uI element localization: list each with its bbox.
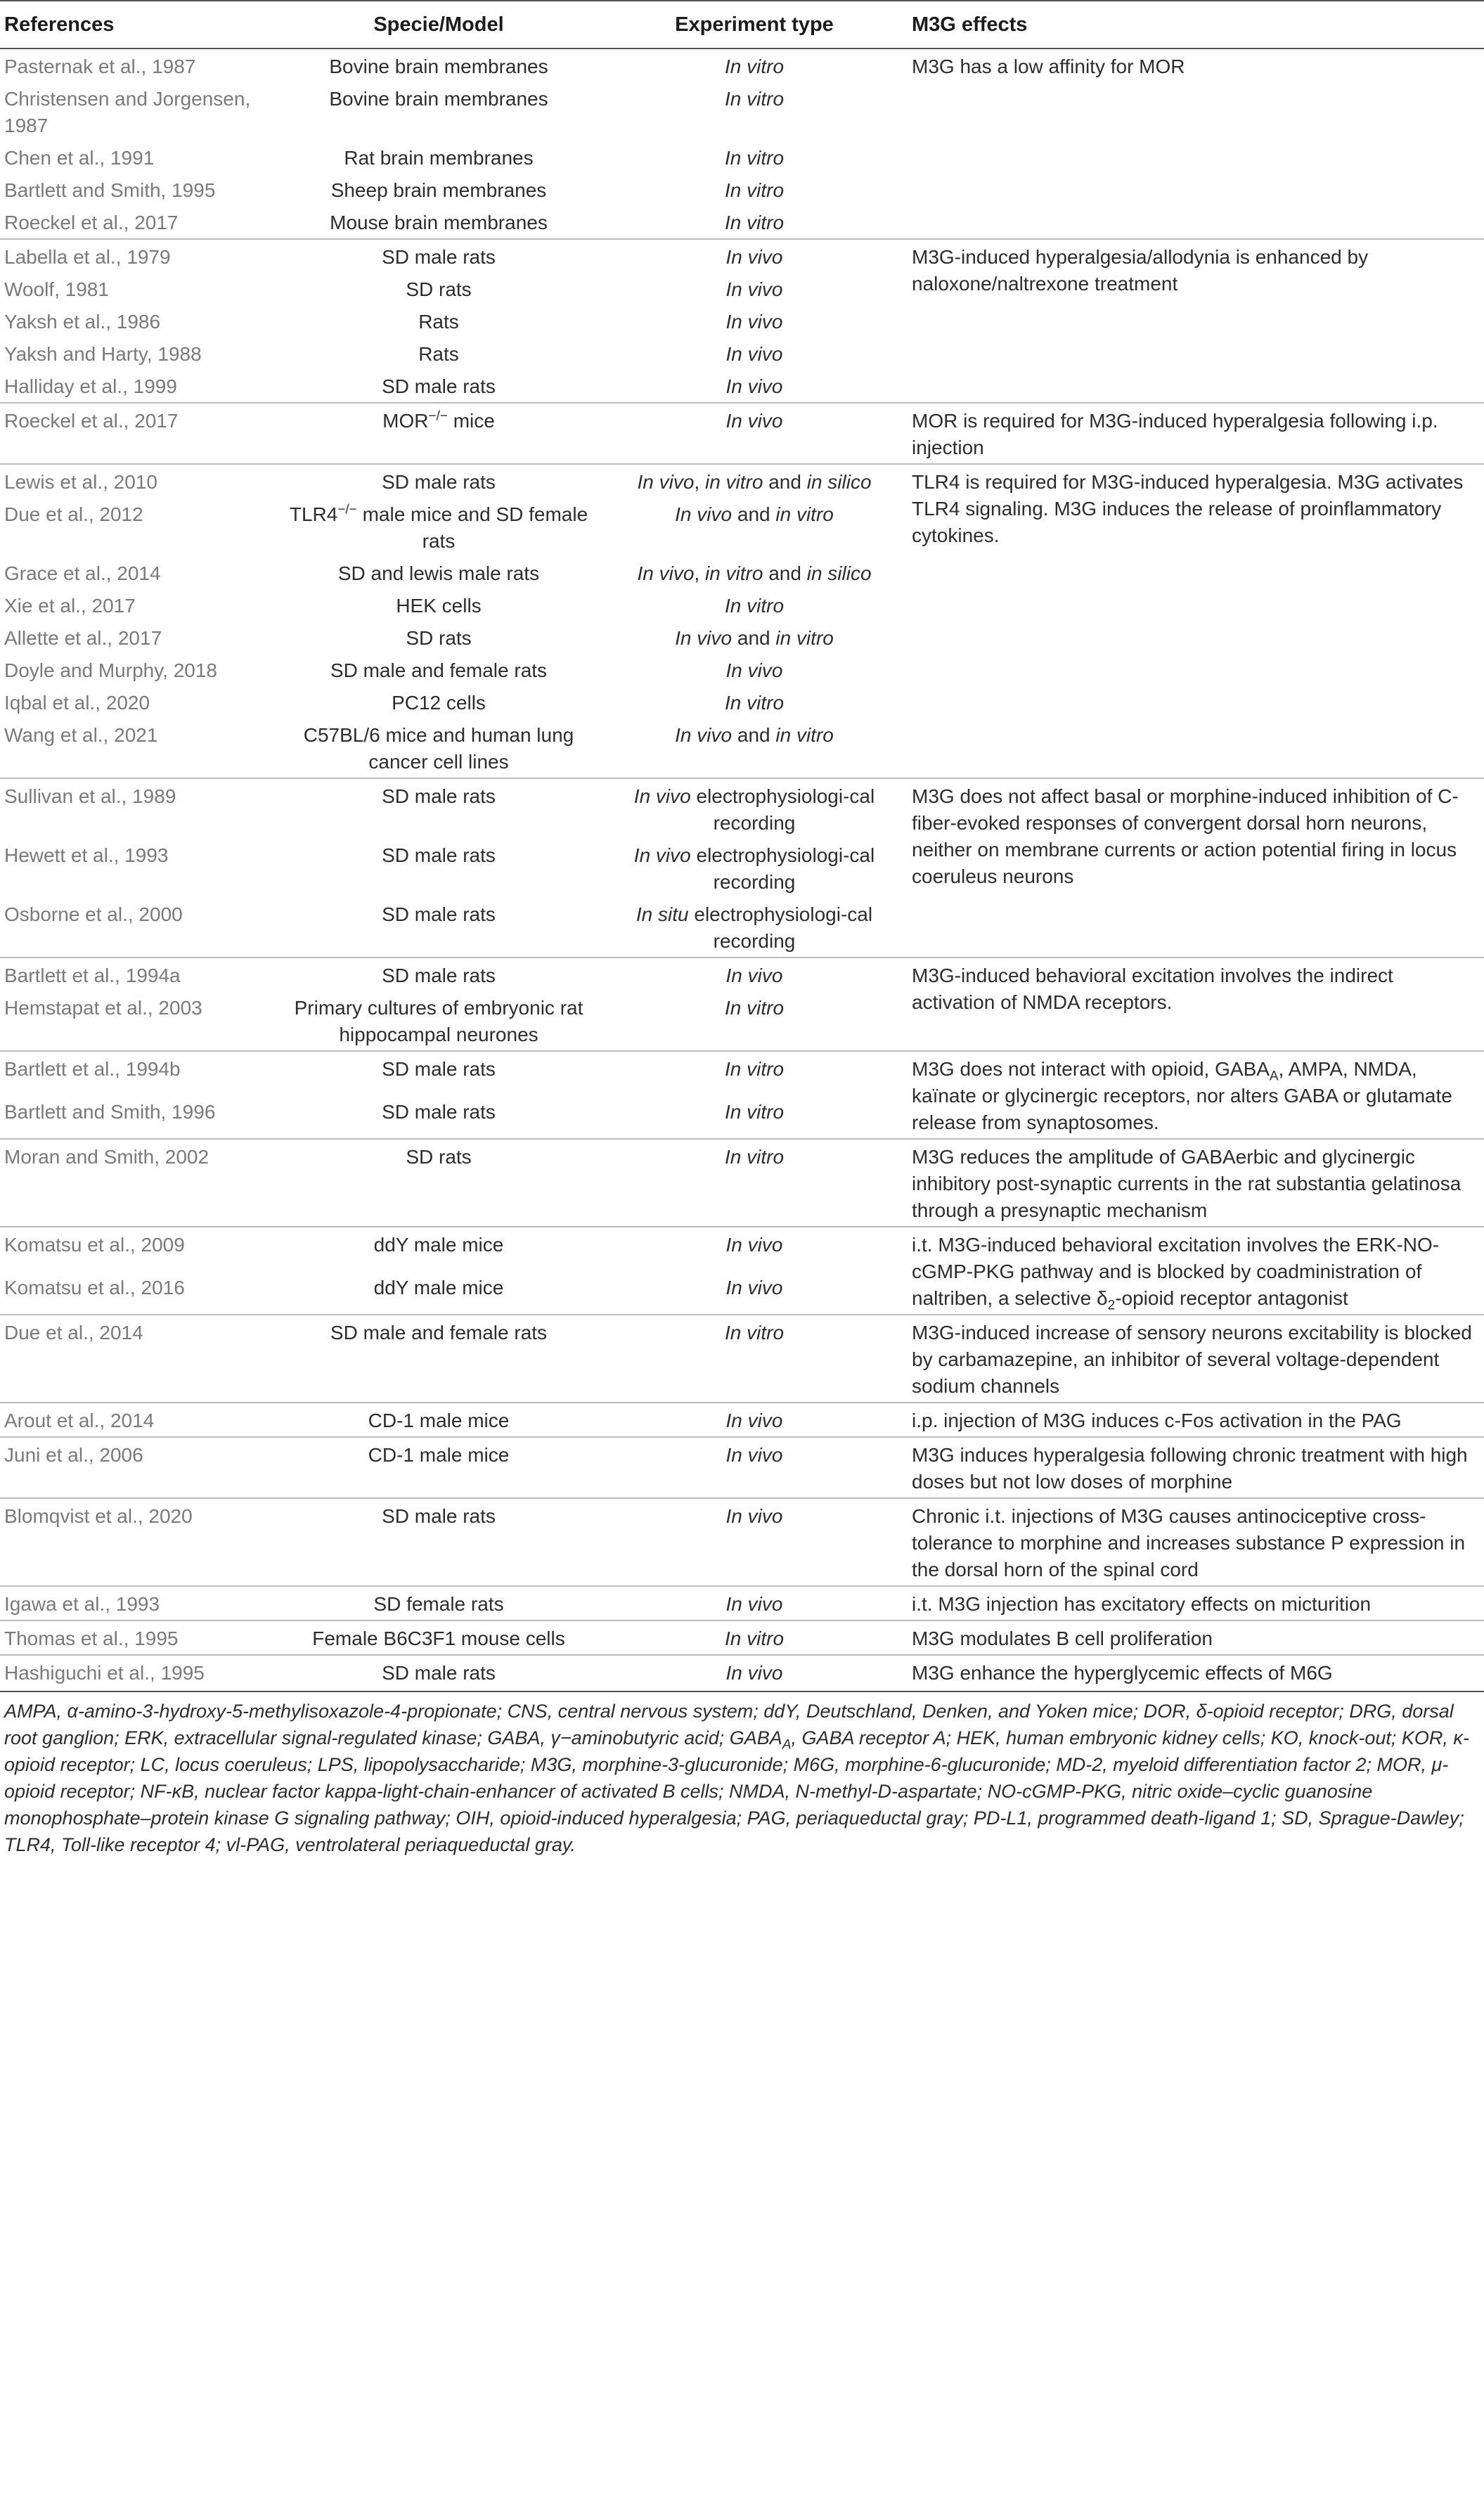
- species-model-cell: Rats: [418, 343, 459, 365]
- header-references: References: [0, 1, 276, 49]
- species-model-cell: SD male rats: [276, 239, 601, 273]
- experiment-type-cell: In vivo electrophysiologi-cal recording: [633, 844, 875, 893]
- table-row: [0, 1227, 1484, 1271]
- table-row: [0, 1315, 1484, 1403]
- reference-cell: Due et al., 2012: [4, 503, 143, 525]
- reference-cell: Lewis et al., 2010: [0, 464, 276, 498]
- m3g-effect-cell: i.t. M3G-induced behavioral excitation involves the ERK-NO-cGMP-PKG pathway and is blocked by coadministration of naltriben, a selective $\delta_2$-opioid receptor antagonist: [908, 1227, 1484, 1315]
- table-row: [0, 1655, 1484, 1691]
- species-model-cell: Bovine brain membranes: [329, 88, 548, 110]
- reference-cell: Bartlett and Smith, 1995: [4, 179, 216, 201]
- m3g-effect-cell: M3G modulates B cell proliferation: [908, 1620, 1484, 1655]
- reference-cell: Halliday et al., 1999: [4, 375, 177, 397]
- experiment-type-cell: In vivo: [725, 311, 783, 333]
- species-model-cell: Rats: [418, 311, 459, 333]
- species-model-cell: HEK cells: [396, 595, 482, 617]
- species-model-cell: Sheep brain membranes: [330, 179, 547, 201]
- reference-cell: Blomqvist et al., 2020: [0, 1498, 276, 1586]
- species-model-cell: SD male rats: [276, 464, 601, 498]
- species-model-cell: Rat brain membranes: [344, 147, 534, 169]
- reference-cell: Roeckel et al., 2017: [0, 403, 276, 464]
- table-row: [0, 1586, 1484, 1620]
- experiment-type-cell: In vivo: [601, 1227, 908, 1271]
- species-model-cell: SD male rats: [382, 844, 496, 866]
- species-model-cell: SD male rats: [276, 778, 601, 839]
- species-model-cell: CD-1 male mice: [276, 1403, 601, 1437]
- experiment-type-cell: In vivo: [601, 1403, 908, 1437]
- experiment-type-cell: In vivo: [601, 1655, 908, 1691]
- species-model-cell: SD male rats: [382, 903, 496, 925]
- reference-cell: Doyle and Murphy, 2018: [4, 659, 217, 681]
- m3g-effect-cell: Chronic i.t. injections of M3G causes antinociceptive cross-tolerance to morphine and increases substance P expression in the dorsal horn of the spinal cord: [908, 1498, 1484, 1586]
- m3g-effect-cell: M3G has a low affinity for MOR: [912, 56, 1185, 77]
- species-model-cell: SD rats: [276, 1139, 601, 1227]
- m3g-effect-cell: M3G does not interact with opioid, $GABA_A$, AMPA, NMDA, kaïnate or glycinergic receptors, nor alters GABA or glutamate release from synaptosomes.: [908, 1051, 1484, 1139]
- experiment-type-cell: In vitro: [724, 179, 785, 201]
- table-row: [0, 49, 1484, 82]
- reference-cell: Roeckel et al., 2017: [4, 212, 179, 233]
- experiment-type-cell: In vitro: [724, 56, 785, 77]
- reference-cell: Arout et al., 2014: [0, 1403, 276, 1437]
- experiment-type-cell: In vitro: [724, 147, 785, 169]
- reference-cell: Igawa et al., 1993: [0, 1586, 276, 1620]
- reference-cell: Christensen and Jorgensen, 1987: [4, 88, 251, 136]
- species-model-cell: CD-1 male mice: [276, 1437, 601, 1498]
- species-model-cell: SD male rats: [276, 1655, 601, 1691]
- table-row: [0, 778, 1484, 839]
- reference-cell: Yaksh and Harty, 1988: [4, 343, 202, 365]
- species-model-cell: SD male rats: [276, 958, 601, 991]
- experiment-type-cell: In vivo: [725, 343, 783, 365]
- species-model-cell: ddY male mice: [276, 1227, 601, 1271]
- species-model-cell: SD male rats: [382, 375, 496, 397]
- species-model-cell: TLR4−/− male mice and SD female rats: [289, 502, 588, 552]
- species-model-cell: SD rats: [406, 278, 472, 300]
- reference-cell: Moran and Smith, 2002: [0, 1139, 276, 1227]
- experiment-type-cell: In vitro: [724, 692, 785, 714]
- experiment-type-cell: In vivo: [725, 659, 783, 681]
- reference-cell: Iqbal et al., 2020: [4, 692, 150, 714]
- m3g-effect-cell: TLR4 is required for M3G-induced hyperalgesia. M3G activates TLR4 signaling. M3G induces the release of proinflammatory cytokines.: [908, 464, 1484, 778]
- experiment-type-cell: In vivo: [725, 1277, 783, 1299]
- experiment-type-cell: In vivo and in vitro: [675, 627, 834, 649]
- header-experiment-type: Experiment type: [601, 1, 908, 49]
- species-model-cell: ddY male mice: [373, 1277, 504, 1299]
- m3g-effect-cell: i.t. M3G injection has excitatory effects on micturition: [908, 1586, 1484, 1620]
- species-model-cell: SD female rats: [276, 1586, 601, 1620]
- experiment-type-cell: In vivo and in vitro: [675, 724, 834, 746]
- table-row: [0, 1498, 1484, 1586]
- table-row: [0, 1403, 1484, 1437]
- table-row: [0, 464, 1484, 498]
- reference-cell: Komatsu et al., 2009: [0, 1227, 276, 1271]
- reference-cell: Wang et al., 2021: [4, 724, 158, 746]
- experiment-type-cell: In vivo, in vitro and in silico: [601, 464, 908, 498]
- table-row: [0, 239, 1484, 273]
- m3g-effect-cell: M3G-induced behavioral excitation involves the indirect activation of NMDA receptors.: [908, 958, 1484, 1051]
- experiment-type-cell: In vitro: [724, 997, 785, 1019]
- experiment-type-cell: In vivo: [601, 1498, 908, 1586]
- reference-cell: Chen et al., 1991: [4, 147, 155, 169]
- header-species-model: Specie/Model: [276, 1, 601, 49]
- m3g-effect-cell: M3G induces hyperalgesia following chronic treatment with high doses but not low doses of morphine: [908, 1437, 1484, 1498]
- species-model-cell: Female B6C3F1 mouse cells: [276, 1620, 601, 1655]
- table-body: [0, 49, 1484, 1691]
- m3g-effect-cell: M3G reduces the amplitude of GABAerbic and glycinergic inhibitory post-synaptic currents in the rat substantia gelatinosa through a presynaptic mechanism: [908, 1139, 1484, 1227]
- species-model-cell: SD rats: [406, 627, 472, 649]
- table-row: [0, 1139, 1484, 1227]
- m3g-effect-cell: M3G enhance the hyperglycemic effects of M6G: [908, 1655, 1484, 1691]
- table-row: [0, 1437, 1484, 1498]
- experiment-type-cell: In vivo and in vitro: [675, 503, 834, 525]
- reference-cell: Bartlett et al., 1994a: [0, 958, 276, 991]
- table-header: [0, 1, 1484, 49]
- table-row: [0, 1620, 1484, 1655]
- species-model-cell: SD male rats: [276, 1051, 601, 1095]
- species-model-cell: MOR−/− mice: [276, 403, 601, 464]
- species-model-cell: C57BL/6 mice and human lung cancer cell lines: [303, 724, 574, 773]
- species-model-cell: SD male rats: [382, 1101, 496, 1123]
- reference-cell: Hemstapat et al., 2003: [4, 997, 202, 1019]
- header-row: [0, 1, 1484, 49]
- experiment-type-cell: In vivo: [601, 1586, 908, 1620]
- experiment-type-cell: In vitro: [724, 595, 785, 617]
- reference-cell: Pasternak et al., 1987: [4, 56, 196, 77]
- reference-cell: Thomas et al., 1995: [0, 1620, 276, 1655]
- species-model-cell: SD male and female rats: [330, 659, 548, 681]
- reference-cell: Due et al., 2014: [0, 1315, 276, 1403]
- experiment-type-cell: In vitro: [601, 1620, 908, 1655]
- species-model-cell: SD male and female rats: [276, 1315, 601, 1403]
- header-m3g-effects: M3G effects: [908, 1, 1484, 49]
- reference-cell: Bartlett and Smith, 1996: [4, 1101, 216, 1123]
- abbreviations-footnote: AMPA, α-amino-3-hydroxy-5-methylisoxazole-4-propionate; CNS, central nervous system; ddY, Deutschland, Denken, and Yoken mice; DOR, δ-opioid receptor; DRG, dorsal root ganglion; ERK, extracellular signal-regulated kinase; GABA, γ−aminobutyric acid; $GABA_A$, GABA receptor A; HEK, human embryonic kidney cells; KO, knock-out; KOR, κ-opioid receptor; LC, locus coeruleus; LPS, lipopolysaccharide; M3G, morphine-3-glucuronide; M6G, morphine-6-glucuronide; MD-2, myeloid differentiation factor 2; MOR, μ-opioid receptor; NF-κB, nuclear factor kappa-light-chain-enhancer of activated B cells; NMDA, N-methyl-D-aspartate; NO-cGMP-PKG, nitric oxide–cyclic guanosine monophosphate–protein kinase G signaling pathway; OIH, opioid-induced hyperalgesia; PAG, periaqueductal gray; PD-L1, programmed death-ligand 1; SD, Sprague-Dawley; TLR4, Toll-like receptor 4; vl-PAG, ventrolateral periaqueductal gray.: [4, 1701, 1469, 1855]
- experiment-type-cell: In vitro: [724, 1101, 785, 1123]
- species-model-cell: SD male rats: [276, 1498, 601, 1586]
- species-model-cell: Mouse brain membranes: [330, 212, 548, 233]
- table-row: [0, 1051, 1484, 1095]
- m3g-effect-cell: i.p. injection of M3G induces c-Fos activation in the PAG: [908, 1403, 1484, 1437]
- reference-cell: Grace et al., 2014: [4, 562, 161, 584]
- reference-cell: Bartlett et al., 1994b: [0, 1051, 276, 1095]
- reference-cell: Xie et al., 2017: [4, 595, 136, 617]
- experiment-type-cell: In vivo: [601, 403, 908, 464]
- experiment-type-cell: In vivo: [601, 1437, 908, 1498]
- reference-cell: Komatsu et al., 2016: [4, 1277, 185, 1299]
- experiment-type-cell: In situ electrophysiologi-cal recording: [635, 903, 873, 952]
- reference-cell: Sullivan et al., 1989: [0, 778, 276, 839]
- species-model-cell: PC12 cells: [392, 692, 486, 714]
- experiment-type-cell: In vivo: [725, 278, 783, 300]
- reference-cell: Allette et al., 2017: [4, 627, 162, 649]
- m3g-effect-cell: MOR is required for M3G-induced hyperalgesia following i.p. injection: [908, 403, 1484, 464]
- reference-cell: Osborne et al., 2000: [4, 903, 183, 925]
- reference-cell: Hewett et al., 1993: [4, 844, 169, 866]
- experiment-type-cell: In vitro: [601, 1139, 908, 1227]
- m3g-effect-cell: M3G does not affect basal or morphine-induced inhibition of C-fiber-evoked responses of convergent dorsal horn neurons, neither on membrane currents or action potential firing in locus coeruleus neurons: [908, 778, 1484, 958]
- reference-cell: Hashiguchi et al., 1995: [0, 1655, 276, 1691]
- experiment-type-cell: In vivo: [601, 958, 908, 991]
- experiment-type-cell: In vivo electrophysiologi-cal recording: [601, 778, 908, 839]
- species-model-cell: SD and lewis male rats: [337, 562, 540, 584]
- experiment-type-cell: In vivo: [725, 375, 783, 397]
- experiment-type-cell: In vivo, in vitro and in silico: [637, 562, 872, 584]
- species-model-cell: Bovine brain membranes: [329, 56, 548, 77]
- m3g-effect-cell: M3G-induced increase of sensory neurons excitability is blocked by carbamazepine, an inhibitor of several voltage-dependent sodium channels: [908, 1315, 1484, 1403]
- reference-cell: Juni et al., 2006: [0, 1437, 276, 1498]
- table-row: [0, 403, 1484, 464]
- species-model-cell: Primary cultures of embryonic rat hippocampal neurones: [294, 997, 583, 1045]
- experiment-type-cell: In vitro: [724, 212, 785, 233]
- m3g-effect-cell: M3G-induced hyperalgesia/allodynia is enhanced by naloxone/naltrexone treatment: [908, 239, 1484, 403]
- table-row: [0, 958, 1484, 991]
- experiment-type-cell: In vitro: [601, 1315, 908, 1403]
- experiment-type-cell: In vitro: [601, 1051, 908, 1095]
- reference-cell: Labella et al., 1979: [0, 239, 276, 273]
- experiment-type-cell: In vivo: [601, 239, 908, 273]
- reference-cell: Yaksh et al., 1986: [4, 311, 161, 333]
- reference-cell: Woolf, 1981: [4, 278, 109, 300]
- experiment-type-cell: In vitro: [724, 88, 785, 110]
